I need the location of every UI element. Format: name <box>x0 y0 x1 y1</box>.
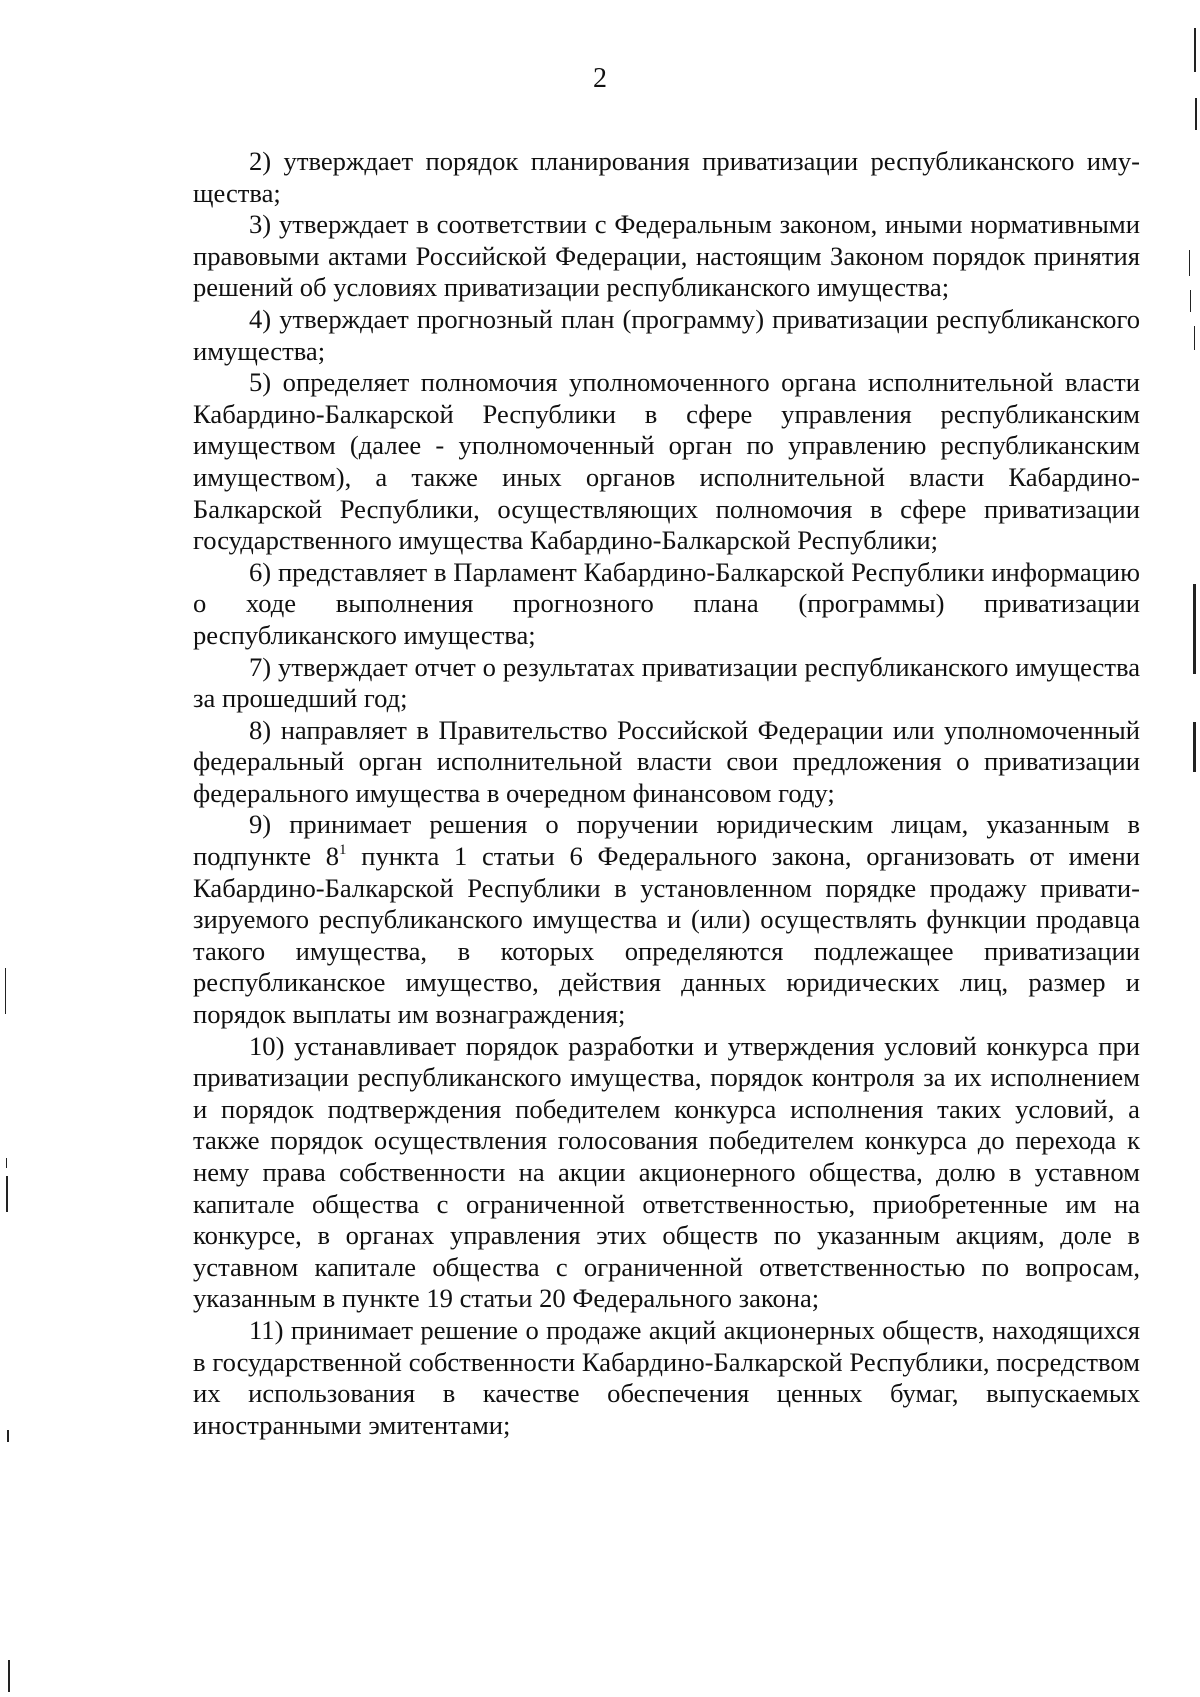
scan-artifact-mark <box>7 1430 9 1442</box>
scan-artifact-mark <box>6 1176 8 1212</box>
list-item: 3) утверждает в соответствии с Федеральным законом, иными нормативными правовыми актами Российской Федерации, настоящим Законом порядок принятия решений об условиях приватизации республиканского имущества; <box>193 209 1140 303</box>
list-item: 11) принимает решение о продаже акций акционерных обществ, находящихся в государственной собственности Кабардино-Балкарской Республики, посредством их использования в качестве обеспечения ценных бумаг, выпускаемых иностранными эмитентами; <box>193 1314 1140 1440</box>
scan-artifact-mark <box>1189 250 1190 276</box>
item-text-before-superscript: 9) принимает решения о поручении юридическим лицам, указанным в подпункте 8 <box>193 809 1140 872</box>
list-item: 8) направляет в Правительство Российской Федерации или уполномоченный федеральный орган исполнительной власти свои предложения о приватизации федерального имущества в очередном финансовом году; <box>193 714 1140 808</box>
item-text-after-superscript: пункта 1 статьи 6 Федерального закона, организовать от имени Кабардино-Балкарской Республики в установленном порядке продажу приватизируемого республиканского имущества и (или) осуществлять функции продавца такого имущества, в которых определяются подлежащее приватизации республиканское имущество, действия данных юридических лиц, размер и порядок выплаты им вознаграждения; <box>193 841 1140 1030</box>
scan-artifact-mark <box>6 1158 7 1168</box>
scan-artifact-mark <box>1194 326 1195 350</box>
list-item: 6) представляет в Парламент Кабардино-Балкарской Республики информацию о ходе выполнения прогнозного плана (программы) приватизации республиканского имущества; <box>193 556 1140 650</box>
list-item: 4) утверждает прогнозный план (программу) приватизации республиканского имущества; <box>193 303 1140 366</box>
scan-artifact-mark <box>1194 28 1196 72</box>
list-item <box>193 809 1140 1030</box>
list-item: 5) определяет полномочия уполномоченного органа исполнительной власти Кабардино-Балкарской Республики в сфере управления республиканским имуществом (далее - уполномоченный орган по управлению республиканским имуществом), а также иных органов исполнительной власти Кабардино-Балкарской Республики, осуществляющих полномочия в сфере приватизации государственного имущества Кабардино-Балкарской Республики; <box>193 367 1140 556</box>
list-item: 7) утверждает отчет о результатах приватизации республиканского имущества за прошедший год; <box>193 651 1140 714</box>
page-number: 2 <box>593 63 607 94</box>
list-item: 2) утверждает порядок планирования приватизации республиканского имущества; <box>193 146 1140 208</box>
superscript-index: 1 <box>339 842 347 859</box>
scan-artifact-mark <box>1193 722 1196 772</box>
list-item: 10) устанавливает порядок разработки и утверждения условий конкурса при приватизации республиканского имущества, порядок контроля за их исполнением и порядок подтверждения победителем конкурса исполнения таких условий, а также порядок осуществления голосования победителем конкурса до перехода к нему права собственности на акции акционерного общества, долю в уставном капитале общества с ограниченной ответственностью, приобретенные им на конкурсе, в органах управления этих обществ по указанным акциям, доле в уставном капитале общества с ограниченной ответственностью по вопросам, указанным в пункте 19 статьи 20 Федерального закона; <box>193 1030 1140 1314</box>
scan-artifact-mark <box>8 1660 10 1692</box>
scan-artifact-mark <box>1195 98 1197 130</box>
scan-artifact-mark <box>1190 290 1191 312</box>
scan-artifact-mark <box>1193 584 1196 674</box>
document-body <box>193 146 1140 1441</box>
scan-artifact-mark <box>5 968 6 1014</box>
